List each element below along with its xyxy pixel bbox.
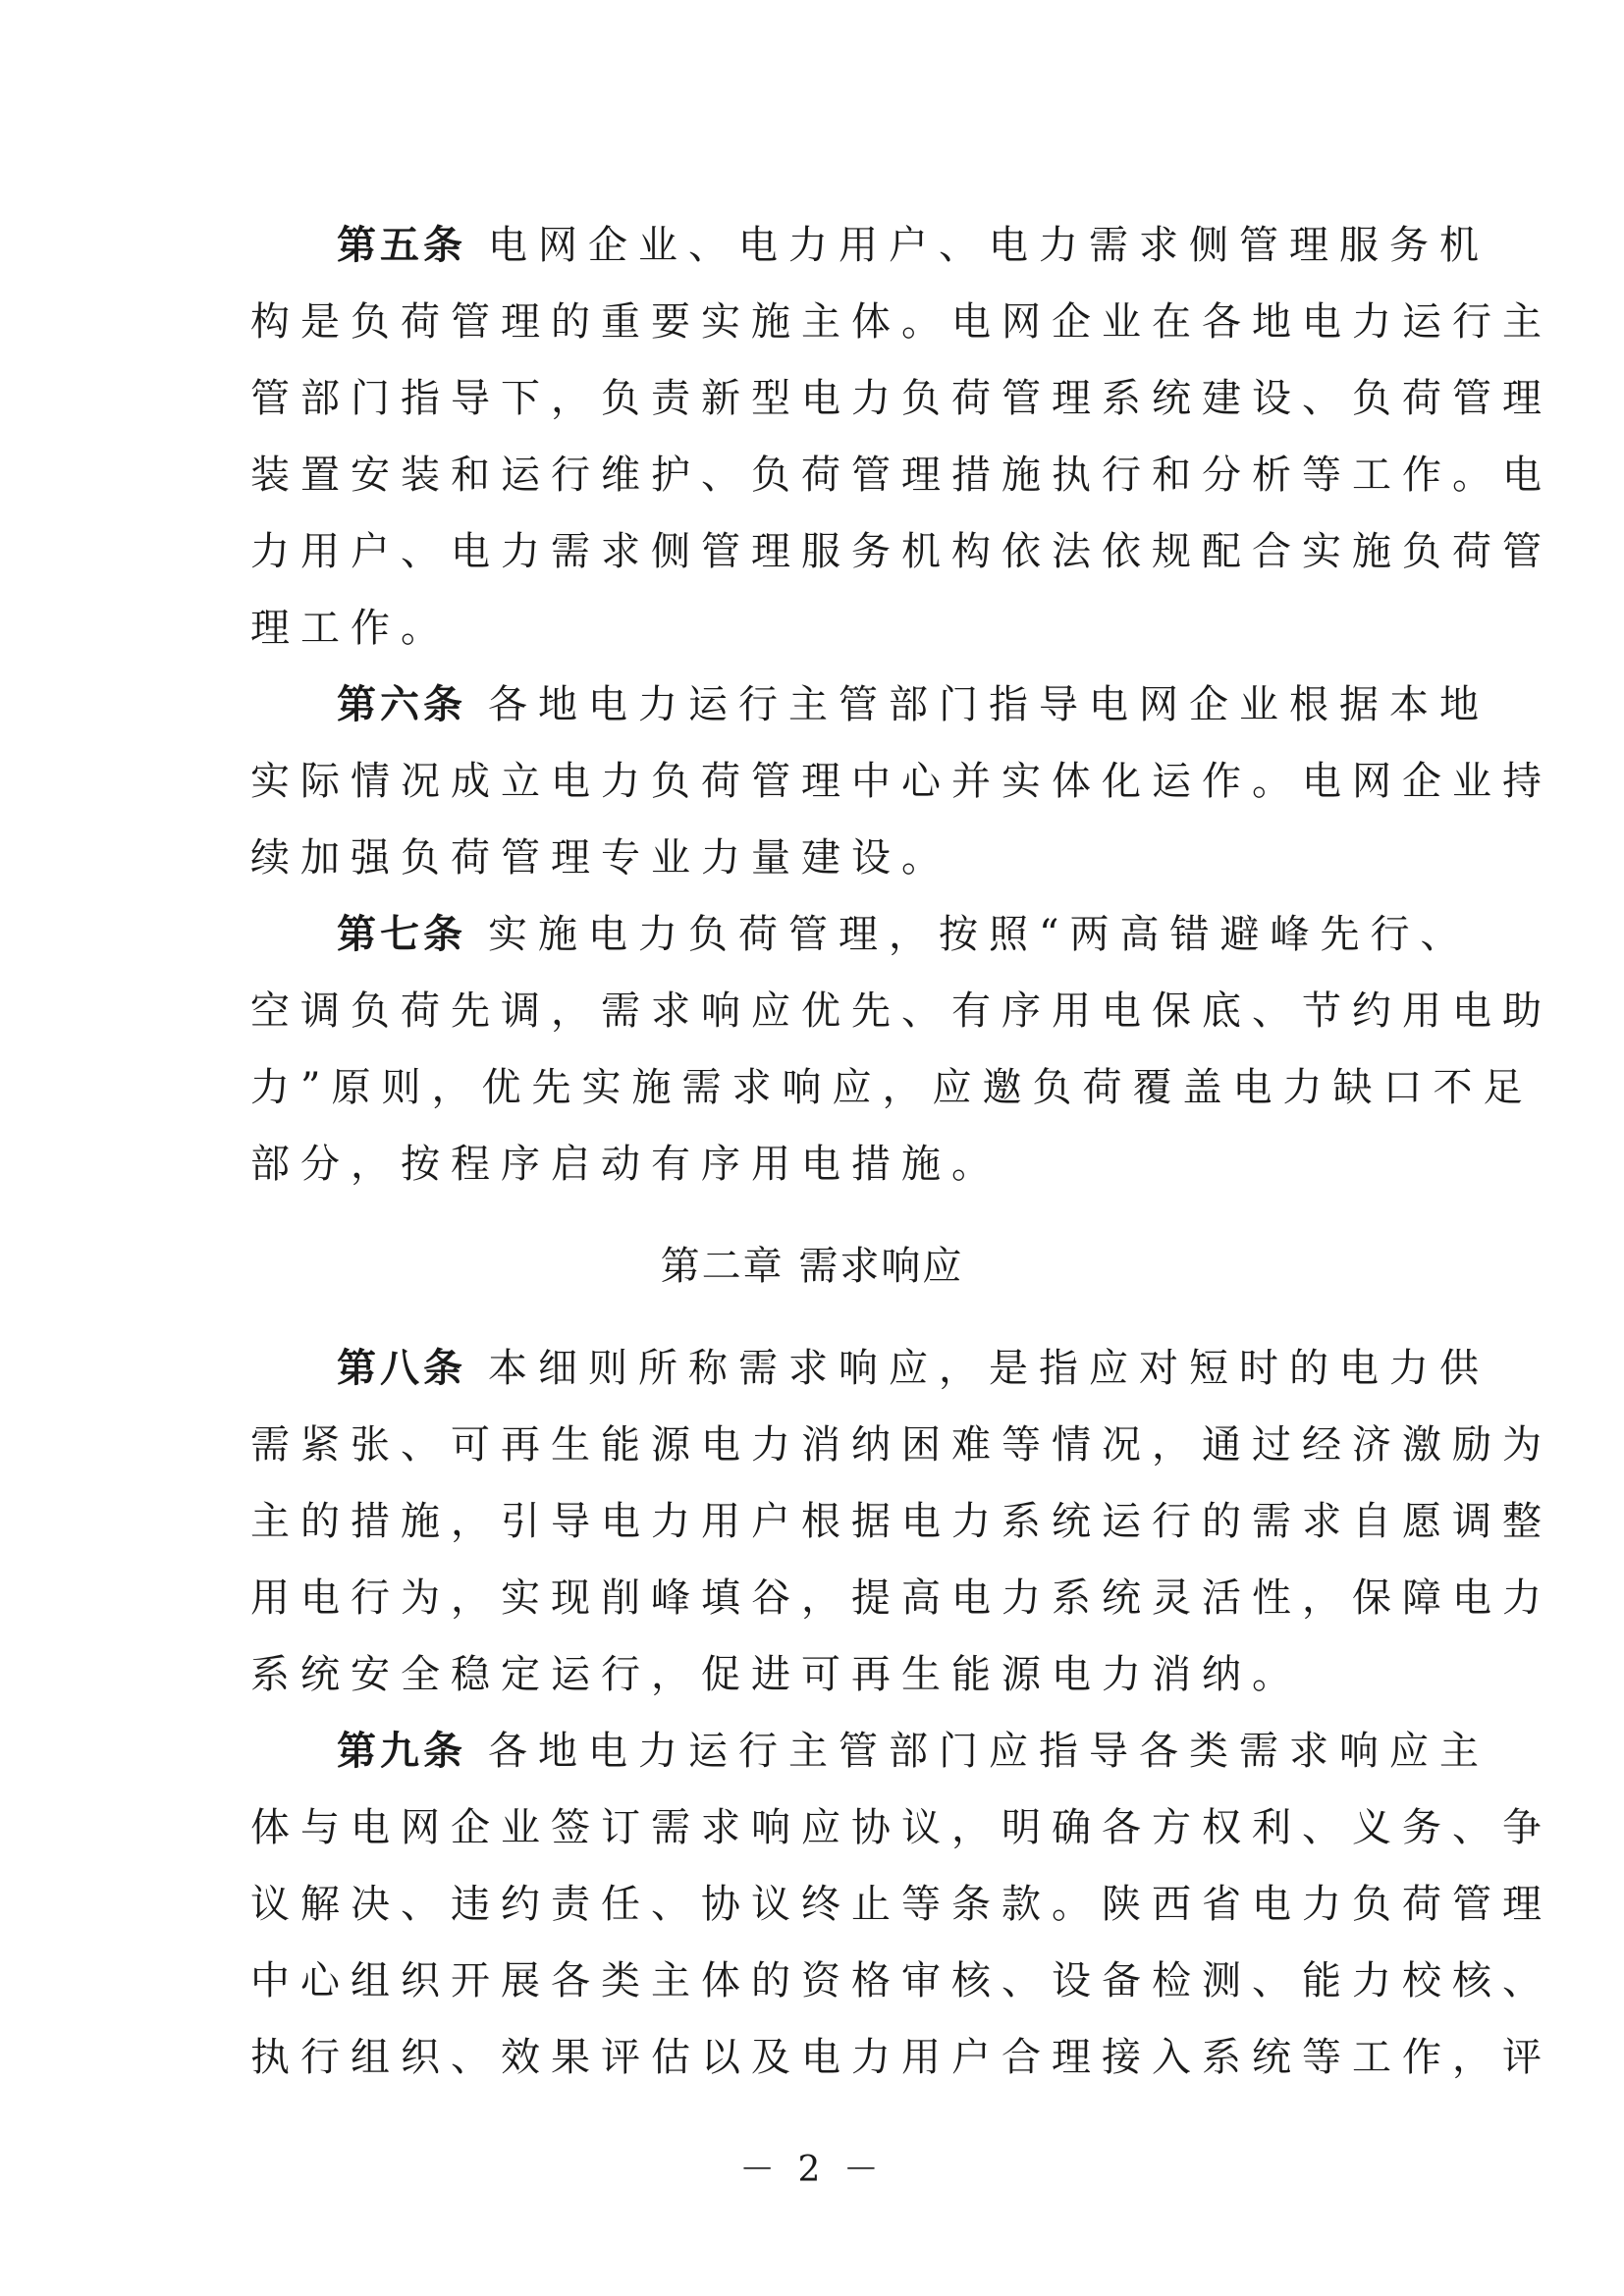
page-number: － 2 － xyxy=(739,2150,885,2190)
text-line: 力用户、电力需求侧管理服务机构依法依规配合实施负荷管 xyxy=(250,529,1552,574)
text-line: 系统安全稳定运行，促进可再生能源电力消纳。 xyxy=(250,1652,1302,1697)
article-label: 第五条 xyxy=(337,223,466,268)
text-line: 管部门指导下，负责新型电力负荷管理系统建设、负荷管理 xyxy=(250,376,1552,421)
text-line: 需紧张、可再生能源电力消纳困难等情况，通过经济激励为 xyxy=(250,1422,1552,1468)
text-line: 空调负荷先调，需求响应优先、有序用电保底、节约用电助 xyxy=(250,988,1552,1034)
text-line: 用电行为，实现削峰填谷，提高电力系统灵活性，保障电力 xyxy=(250,1575,1552,1621)
text-line: 议解决、违约责任、协议终止等条款。陕西省电力负荷管理 xyxy=(250,1882,1552,1927)
text-line: 续加强负荷管理专业力量建设。 xyxy=(250,835,951,881)
text-line: 第九条 各地电力运行主管部门应指导各类需求响应主 xyxy=(337,1729,1489,1774)
text-line: 第八条 本细则所称需求响应，是指应对短时的电力供 xyxy=(337,1346,1489,1391)
article-label: 第六条 xyxy=(337,682,466,727)
text-line: 执行组织、效果评估以及电力用户合理接入系统等工作，评 xyxy=(250,2035,1552,2080)
text-line: 部分，按程序启动有序用电措施。 xyxy=(250,1142,1001,1187)
text-line: 实际情况成立电力负荷管理中心并实体化运作。电网企业持 xyxy=(250,759,1552,804)
text-line: 中心组织开展各类主体的资格审核、设备检测、能力校核、 xyxy=(250,1958,1552,2003)
text-line: 构是负荷管理的重要实施主体。电网企业在各地电力运行主 xyxy=(250,299,1552,345)
text-line: 装置安装和运行维护、负荷管理措施执行和分析等工作。电 xyxy=(250,453,1552,498)
text-line: 第六条 各地电力运行主管部门指导电网企业根据本地 xyxy=(337,682,1489,727)
text-line: 体与电网企业签订需求响应协议，明确各方权利、义务、争 xyxy=(250,1805,1552,1850)
text-line: 第五条 电网企业、电力用户、电力需求侧管理服务机 xyxy=(337,223,1489,268)
text-line: 理工作。 xyxy=(250,606,451,651)
article-label: 第九条 xyxy=(337,1729,466,1774)
article-label: 第八条 xyxy=(337,1346,466,1391)
text-line: 主的措施，引导电力用户根据电力系统运行的需求自愿调整 xyxy=(250,1499,1552,1544)
chapter-heading: 第二章 需求响应 xyxy=(660,1244,964,1289)
text-line: 力”原则，优先实施需求响应，应邀负荷覆盖电力缺口不足 xyxy=(250,1065,1534,1110)
article-label: 第七条 xyxy=(337,912,466,957)
text-line: 第七条 实施电力负荷管理，按照“两高错避峰先行、 xyxy=(337,912,1471,957)
